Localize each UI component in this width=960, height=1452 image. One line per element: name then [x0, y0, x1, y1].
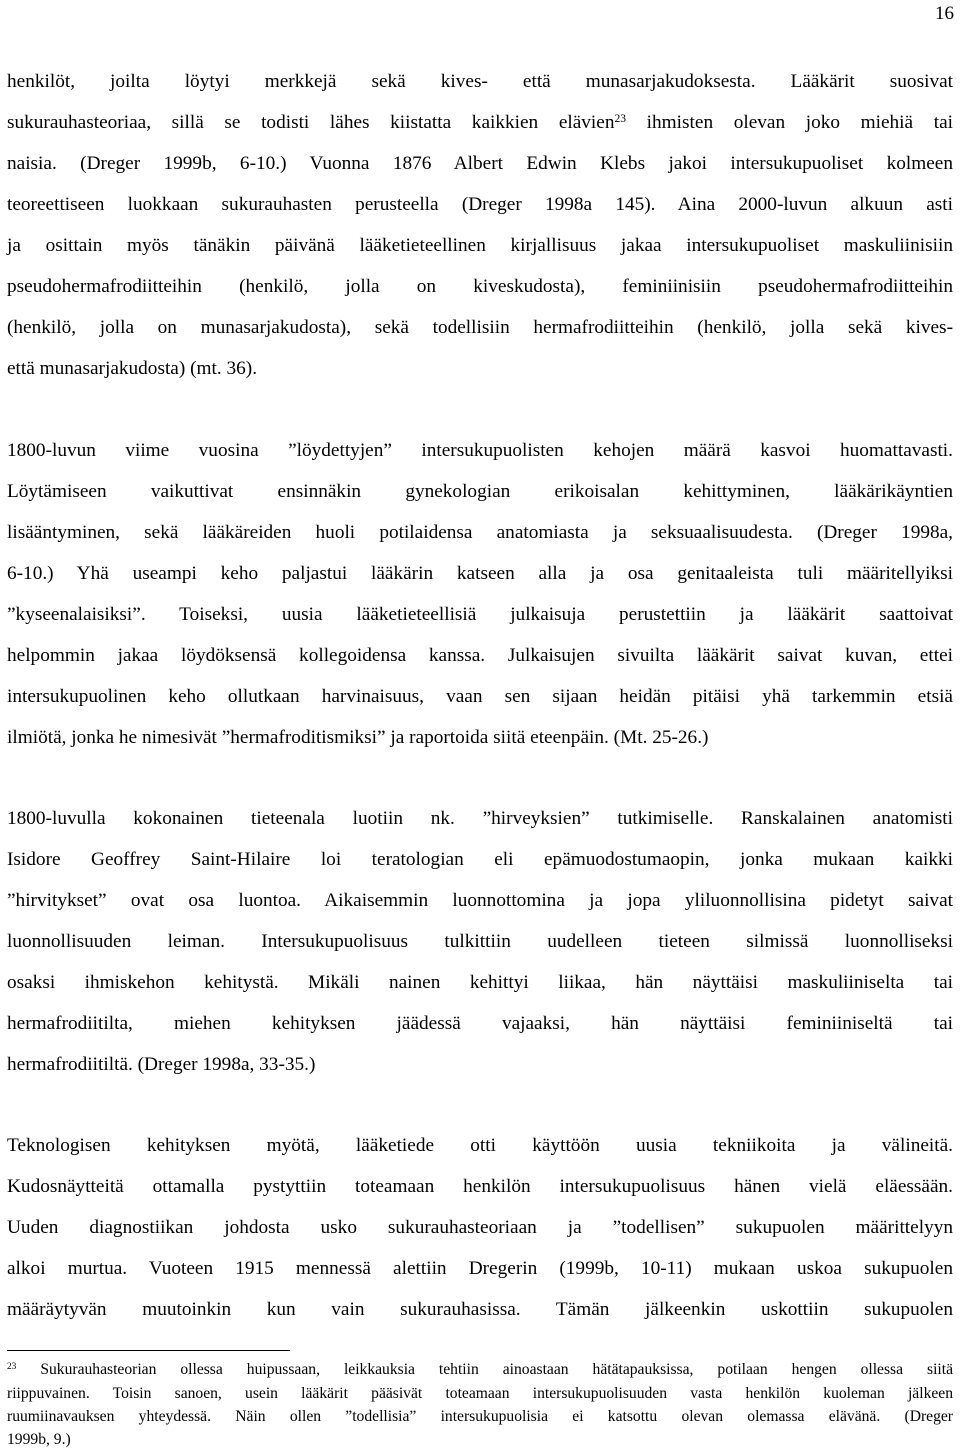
text-line: Teknologisen kehityksen myötä, lääketiede otti käyttöön uusia tekniikoita ja välineitä.: [7, 1135, 953, 1156]
text-line: hermafrodiitilta, miehen kehityksen jäädessä vajaaksi, hän näyttäisi feminiiniseltä tai: [7, 1013, 953, 1034]
text-line: helpommin jakaa löydöksensä kollegoidensa kanssa. Julkaisujen sivuilta lääkärit saivat kuvan, ettei: [7, 645, 953, 666]
text-line: 6-10.) Yhä useampi keho paljastui lääkärin katseen alla ja osa genitaaleista tuli määritellyiksi: [7, 563, 953, 584]
text-line: intersukupuolinen keho ollutkaan harvinaisuus, vaan sen sijaan heidän pitäisi yhä tarkemmin etsiä: [7, 686, 953, 707]
text-line: Isidore Geoffrey Saint-Hilaire loi teratologian eli epämuodostumaopin, jonka mukaan kaikki: [7, 849, 953, 870]
text-line: luonnollisuuden leiman. Intersukupuolisuus tulkittiin uudelleen tieteen silmissä luonnolliseksi: [7, 931, 953, 952]
footnote-ref: 23: [614, 111, 627, 125]
footnote-marker: 23: [7, 1361, 17, 1372]
text-line: (henkilö, jolla on munasarjakudosta), sekä todellisiin hermafrodiitteihin (henkilö, jolla sekä kives-: [7, 317, 953, 338]
footnote-line: [7, 1360, 953, 1379]
text-line: hermafrodiitiltä. (Dreger 1998a, 33-35.): [7, 1054, 316, 1075]
text-line: henkilöt, joilta löytyi merkkejä sekä kives- että munasarjakudoksesta. Lääkärit suosivat: [7, 71, 953, 92]
text-line: [7, 111, 953, 135]
text-line: teoreettiseen luokkaan sukurauhasten perusteella (Dreger 1998a 145). Aina 2000-luvun alkuun asti: [7, 194, 953, 215]
text-line: Uuden diagnostiikan johdosta usko sukurauhasteoriaan ja ”todellisen” sukupuolen määrittelyyn: [7, 1217, 953, 1238]
text-line: osaksi ihmiskehon kehitystä. Mikäli nainen kehittyi liikaa, hän näyttäisi maskuliiniselta tai: [7, 972, 953, 993]
text-segment: ihmisten olevan joko miehiä tai: [626, 112, 953, 133]
text-line: ”hirvitykset” ovat osa luontoa. Aikaisemmin luonnottomina ja jopa yliluonnollisina pidetyt saivat: [7, 890, 953, 911]
text-line: ilmiötä, jonka he nimesivät ”hermafroditismiksi” ja raportoida siitä eteenpäin. (Mt. 25-26.): [7, 727, 709, 748]
text-line: että munasarjakudosta) (mt. 36).: [7, 358, 258, 379]
text-line: 1800-luvun viime vuosina ”löydettyjen” intersukupuolisten kehojen määrä kasvoi huomattavasti.: [7, 440, 953, 461]
text-line: pseudohermafrodiitteihin (henkilö, jolla on kiveskudosta), feminiinisiin pseudohermafrodiitteihin: [7, 276, 953, 297]
text-segment: sukurauhasteoriaa, sillä se todisti lähes kiistatta kaikkien elävien: [7, 112, 615, 133]
footnote-line: 1999b, 9.): [7, 1431, 71, 1448]
text-line: ja osittain myös tänäkin päivänä lääketieteellinen kirjallisuus jakaa intersukupuoliset maskuliinisiin: [7, 235, 953, 256]
text-line: 1800-luvulla kokonainen tieteenala luotiin nk. ”hirveyksien” tutkimiselle. Ranskalainen anatomisti: [7, 808, 953, 829]
text-line: määräytyvän muutoinkin kun vain sukurauhasissa. Tämän jälkeenkin uskottiin sukupuolen: [7, 1299, 953, 1320]
footnote-line: ruumiinavauksen yhteydessä. Näin ollen ”todellisia” intersukupuolisia ei katsottu olevan olemassa elävänä. (Dreger: [7, 1408, 953, 1425]
page-number: 16: [935, 3, 954, 24]
text-line: naisia. (Dreger 1999b, 6-10.) Vuonna 1876 Albert Edwin Klebs jakoi intersukupuoliset kolmeen: [7, 153, 953, 174]
text-line: lisääntyminen, sekä lääkäreiden huoli potilaidensa anatomiasta ja seksuaalisuudesta. (Dreger 1998a,: [7, 522, 953, 543]
footnote-line: riippuvainen. Toisin sanoen, usein lääkärit pääsivät toteamaan intersukupuolisuuden vasta henkilön kuoleman jälkeen: [7, 1385, 953, 1402]
text-line: alkoi murtua. Vuoteen 1915 mennessä alettiin Dregerin (1999b, 10-11) mukaan uskoa sukupuolen: [7, 1258, 953, 1279]
footnote-separator: [7, 1350, 290, 1351]
text-segment: Sukurauhasteorian ollessa huipussaan, leikkauksia tehtiin ainoastaan hätätapauksissa, potilaan hengen ollessa siitä: [16, 1361, 953, 1378]
text-line: ”kyseenalaisiksi”. Toiseksi, uusia lääketieteellisiä julkaisuja perustettiin ja lääkärit saattoivat: [7, 604, 953, 625]
text-line: Kudosnäytteitä ottamalla pystyttiin toteamaan henkilön intersukupuolisuus hänen vielä eläessään.: [7, 1176, 953, 1197]
text-line: Löytämiseen vaikuttivat ensinnäkin gynekologian erikoisalan kehittyminen, lääkärikäyntien: [7, 481, 953, 502]
